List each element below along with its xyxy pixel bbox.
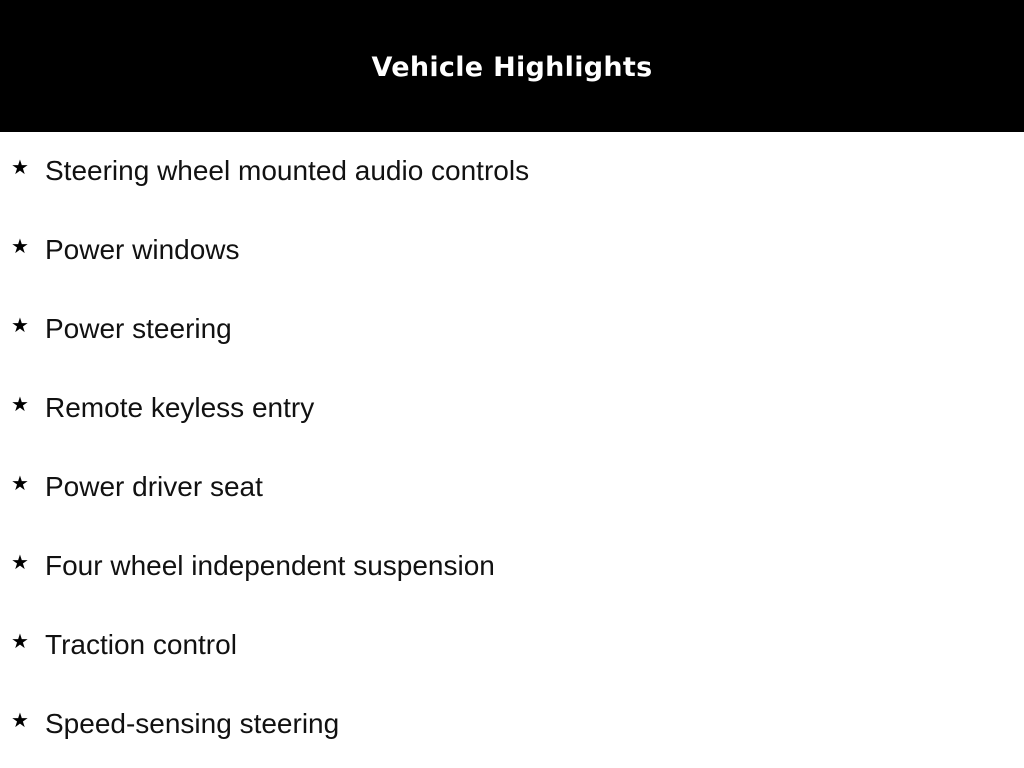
list-item xyxy=(0,606,1024,685)
star-icon: ★ xyxy=(11,155,29,179)
star-icon: ★ xyxy=(11,550,29,574)
star-icon: ★ xyxy=(11,471,29,495)
list-item-label: Remote keyless entry xyxy=(45,392,315,423)
list-item xyxy=(0,211,1024,290)
star-icon: ★ xyxy=(11,708,29,732)
star-icon: ★ xyxy=(11,629,29,653)
star-icon: ★ xyxy=(11,392,29,416)
list-item xyxy=(0,448,1024,527)
list-item xyxy=(0,685,1024,764)
list-item xyxy=(0,369,1024,448)
list-item xyxy=(0,527,1024,606)
list-item xyxy=(0,132,1024,211)
star-icon: ★ xyxy=(11,234,29,258)
list-item xyxy=(0,290,1024,369)
page-title: Vehicle Highlights xyxy=(371,51,653,83)
list-item-label: Four wheel independent suspension xyxy=(45,550,495,581)
highlights-list xyxy=(0,132,1024,764)
list-item-label: Power driver seat xyxy=(45,471,263,502)
list-item-label: Traction control xyxy=(45,629,237,660)
list-item-label: Power windows xyxy=(45,234,240,265)
list-item-label: Power steering xyxy=(45,313,232,344)
header-bar xyxy=(0,0,1024,132)
list-item-label: Steering wheel mounted audio controls xyxy=(45,155,530,186)
list-item-label: Speed-sensing steering xyxy=(45,708,340,739)
star-icon: ★ xyxy=(11,313,29,337)
